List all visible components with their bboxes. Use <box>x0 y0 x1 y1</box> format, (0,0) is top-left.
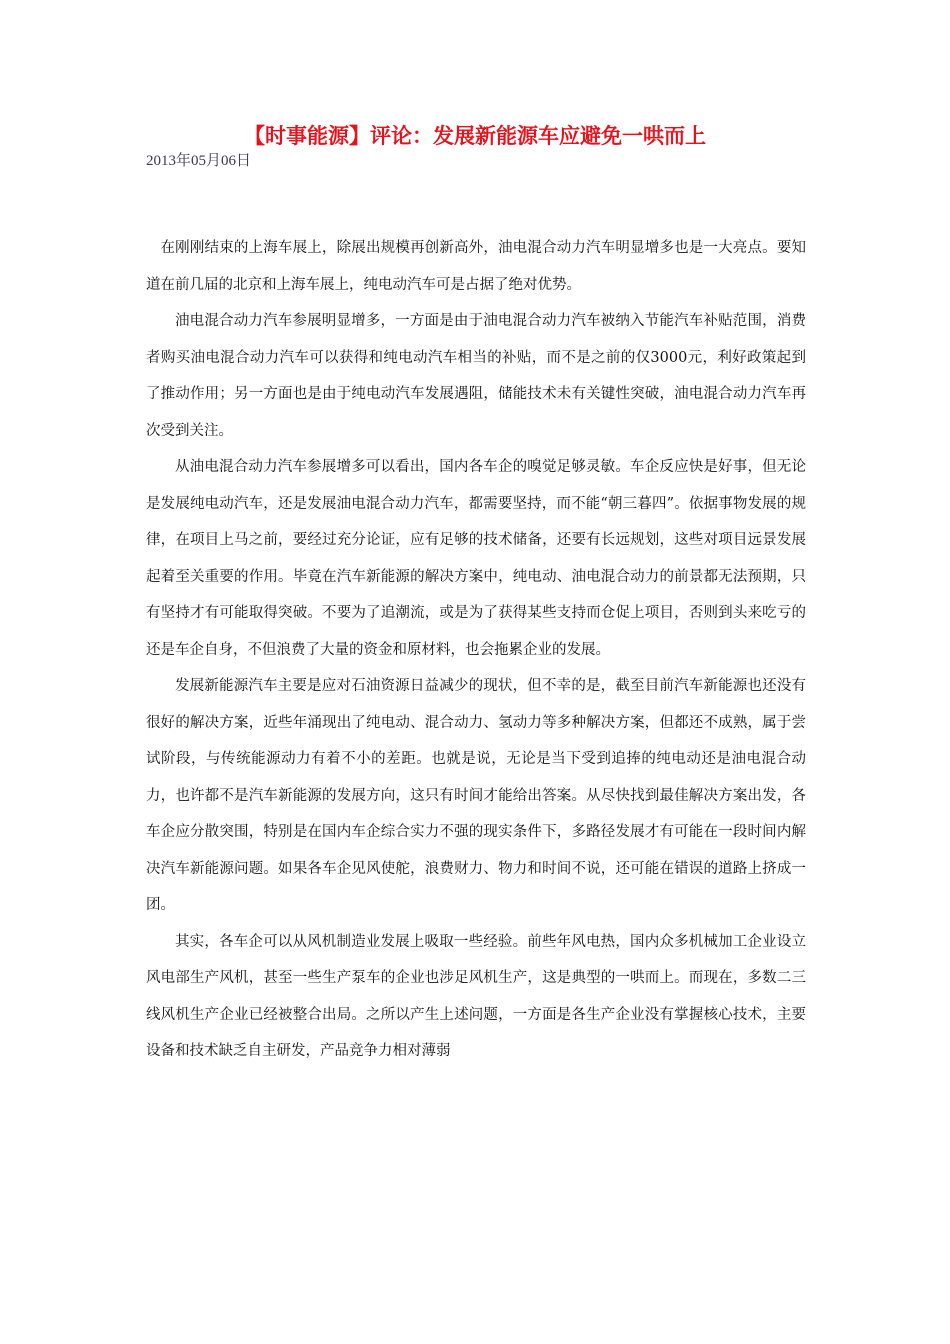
article-title: 【时事能源】评论：发展新能源车应避免一哄而上 <box>244 124 706 148</box>
paragraph-1: 在刚刚结束的上海车展上，除展出规模再创新高外，油电混合动力汽车明显增多也是一大亮点。要知道在前几届的北京和上海车展上，纯电动汽车可是占据了绝对优势。 <box>146 240 806 293</box>
article-body <box>146 230 806 1070</box>
article-date: 2013年05月06日 <box>146 153 252 169</box>
paragraph-5: 其实，各车企可以从风机制造业发展上吸取一些经验。前些年风电热，国内众多机械加工企业设立风电部生产风机，甚至一些生产泵车的企业也涉足风机生产，这是典型的一哄而上。而现在，多数二三线风机生产企业已经被整合出局。之所以产生上述问题，一方面是各生产企业没有掌握核心技术，主要设备和技术缺乏自主研发，产品竞争力相对薄弱 <box>146 933 806 1059</box>
paragraph-3: 从油电混合动力汽车参展增多可以看出，国内各车企的嗅觉足够灵敏。车企反应快是好事，但无论是发展纯电动汽车，还是发展油电混合动力汽车，都需要坚持，而不能“朝三暮四”。依据事物发展的规律，在项目上马之前，要经过充分论证，应有足够的技术储备，还要有长远规划，这些对项目远景发展起着至关重要的作用。毕竟在汽车新能源的解决方案中，纯电动、油电混合动力的前景都无法预期，只有坚持才有可能取得突破。不要为了追潮流，或是为了获得某些支持而仓促上项目，否则到头来吃亏的还是车企自身，不但浪费了大量的资金和原材料，也会拖累企业的发展。 <box>146 459 806 658</box>
paragraph-2: 油电混合动力汽车参展明显增多，一方面是由于油电混合动力汽车被纳入节能汽车补贴范围，消费者购买油电混合动力汽车可以获得和纯电动汽车相当的补贴，而不是之前的仅3000元，利好政策起到了推动作用；另一方面也是由于纯电动汽车发展遇阻，储能技术未有关键性突破，油电混合动力汽车再次受到关注。 <box>146 313 806 439</box>
paragraph-4: 发展新能源汽车主要是应对石油资源日益减少的现状，但不幸的是，截至目前汽车新能源也还没有很好的解决方案，近些年涌现出了纯电动、混合动力、氢动力等多种解决方案，但都还不成熟，属于尝试阶段，与传统能源动力有着不小的差距。也就是说，无论是当下受到追捧的纯电动还是油电混合动力，也许都不是汽车新能源的发展方向，这只有时间才能给出答案。从尽快找到最佳解决方案出发，各车企应分散突围，特别是在国内车企综合实力不强的现实条件下，多路径发展才有可能在一段时间内解决汽车新能源问题。如果各车企见风使舵，浪费财力、物力和时间不说，还可能在错误的道路上挤成一团。 <box>146 678 806 913</box>
